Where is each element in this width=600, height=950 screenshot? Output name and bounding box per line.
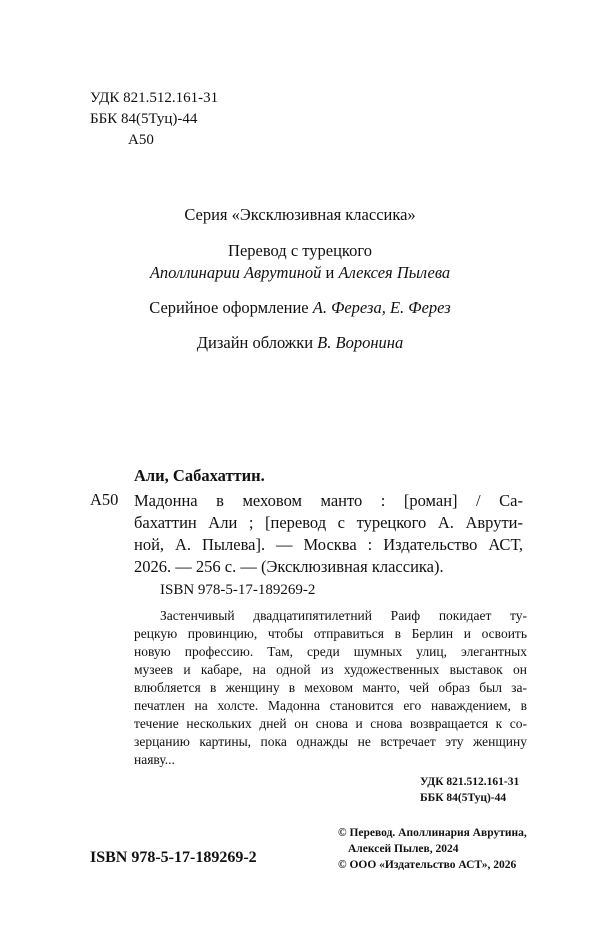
annotation-line: влюбляется в женщину в меховом манто, чей образ был за- [134, 680, 527, 695]
classification-codes-top [90, 88, 218, 151]
author-mark: А50 [128, 132, 154, 148]
annotation-line: рецкую провинцию, чтобы отправиться в Берлин и освоить [134, 626, 527, 641]
catalog-isbn: ISBN 978-5-17-189269-2 [160, 582, 316, 598]
series-design-label: Серийное оформление [149, 298, 313, 317]
copyright-block [338, 825, 527, 873]
bibliographic-description [134, 490, 523, 578]
udk-code-bottom: УДК 821.512.161-31 [420, 776, 520, 788]
cover-design-credit [0, 333, 600, 353]
series-design-credit [0, 298, 600, 318]
annotation-line: музеев и кабаре, на одной из художественных выставок он [134, 662, 527, 677]
translator-joiner: и [321, 263, 339, 282]
classification-codes-bottom [420, 774, 519, 806]
description-line: 2026. — 256 с. — (Эксклюзивная классика). [134, 557, 444, 576]
translators [0, 262, 600, 284]
translator-2: Алексея Пылева [338, 263, 451, 282]
annotation-line: новую профессию. Там, среди шумных улиц, элегантных [134, 644, 527, 659]
catalog-author-mark: А50 [90, 490, 119, 509]
annotation-line: наяву... [134, 752, 175, 767]
author-heading: Али, Сабахаттин. [134, 466, 265, 485]
series-line: Серия «Эксклюзивная классика» [184, 205, 416, 224]
annotation [134, 607, 527, 769]
bbk-code-bottom: ББК 84(5Туц)-44 [420, 792, 507, 804]
copyright-line: © Перевод. Аполлинария Аврутина, [338, 827, 527, 839]
cover-designer: В. Воронина [317, 333, 404, 352]
series-designers: А. Фереза, Е. Ферез [312, 298, 451, 317]
description-line: бахаттин Али ; [перевод с турецкого А. Аврути- [134, 513, 523, 532]
translation-label: Перевод с турецкого [228, 241, 372, 260]
annotation-line: зерцанию картины, пока однажды не встречает эту женщину [134, 734, 527, 749]
copyright-line: © ООО «Издательство АСТ», 2026 [338, 859, 517, 871]
bbk-code: ББК 84(5Туц)-44 [90, 111, 198, 127]
annotation-line: печатлен на холсте. Мадонна становится его наваждением, в [134, 698, 527, 713]
cover-design-label: Дизайн обложки [196, 333, 318, 352]
isbn-bottom: ISBN 978-5-17-189269-2 [90, 849, 257, 866]
annotation-line: Застенчивый двадцатипятилетний Раиф покидает ту- [160, 608, 527, 623]
annotation-line: течение нескольких дней он снова и снова возвращается к со- [134, 716, 527, 731]
translation-credit [0, 240, 600, 284]
description-line: ной, А. Пылева]. — Москва : Издательство АСТ, [134, 535, 523, 554]
udk-code: УДК 821.512.161-31 [90, 90, 219, 106]
description-line: Мадонна в меховом манто : [роман] / Са- [134, 491, 523, 510]
copyright-line: Алексей Пылев, 2024 [348, 843, 459, 855]
translator-1: Аполлинарии Аврутиной [149, 263, 322, 282]
